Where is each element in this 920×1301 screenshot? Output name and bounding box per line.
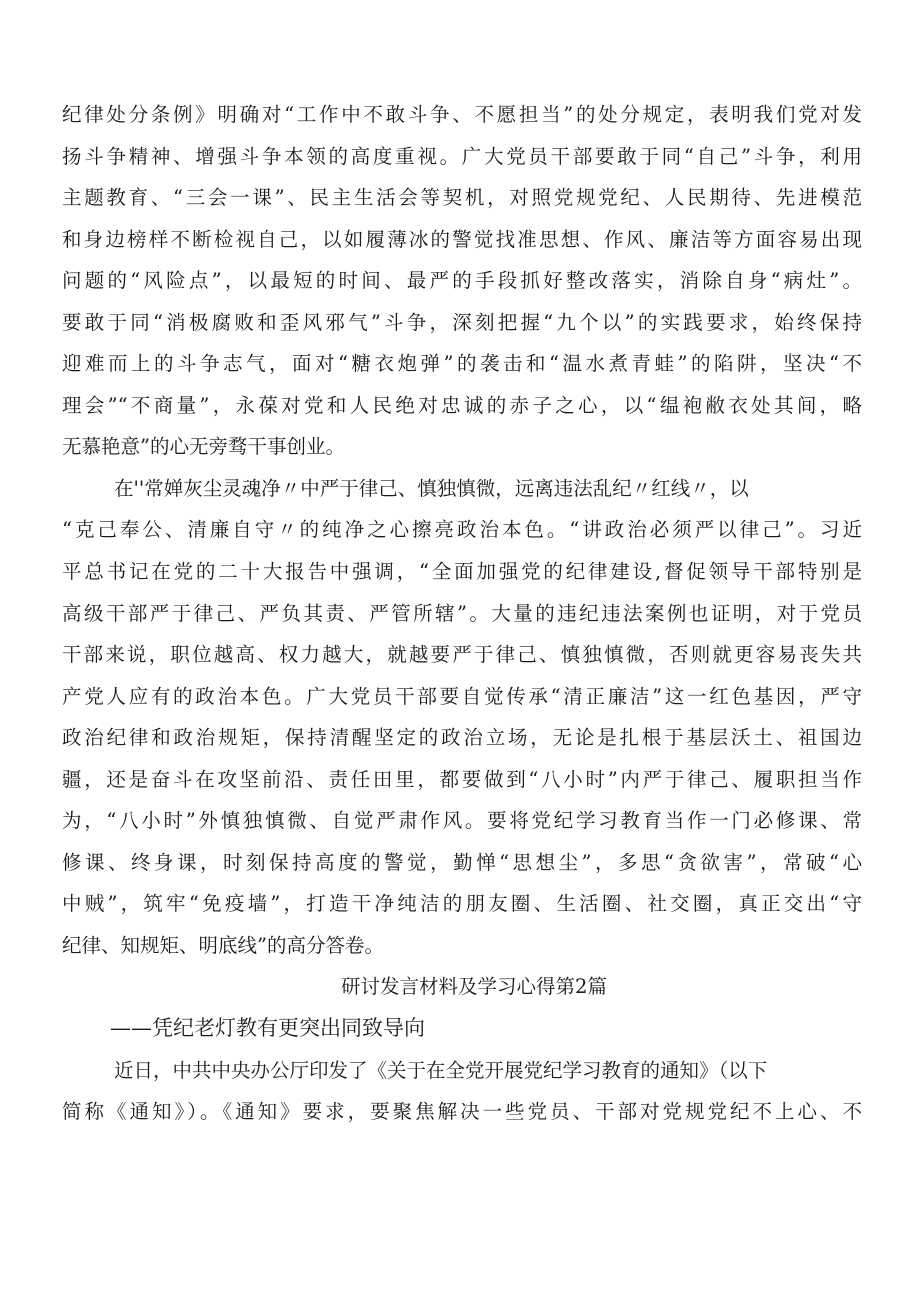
- text-line: 疆，还是奋斗在攻坚前沿、责任田里，都要做到“八小时”内严于律己、履职担当作: [62, 767, 862, 791]
- text-line: 要敢于同“消极腐败和歪风邪气”斗争，深刻把握“九个以”的实践要求，始终保持: [62, 310, 862, 334]
- text-line: 扬斗争精神、增强斗争本领的高度重视。广大党员干部要敢于同“自己”斗争，利用: [62, 144, 862, 168]
- text-line: 近日，中共中央办公厅印发了《关于在全党开展党纪学习教育的通知》（以下: [114, 1058, 768, 1082]
- text-line: 和身边榜样不断检视自己，以如履薄冰的警觉找准思想、作风、廉洁等方面容易出现: [62, 227, 862, 251]
- text-line: 平总书记在党的二十大报告中强调，“全面加强党的纪律建设,督促领导干部特别是: [62, 560, 862, 584]
- text-line: 政治纪律和政治规矩，保持清醒坚定的政治立场，无论是扎根于基层沃土、祖国边: [62, 726, 862, 750]
- text-line: 纪律、知规矩、明底线”的高分答卷。: [62, 933, 384, 957]
- text-line: 为，“八小时”外慎独慎微、自觉严肃作风。要将党纪学习教育当作一门必修课、常: [62, 809, 862, 833]
- text-line: 在''常婵灰尘灵魂净〃中严于律己、慎独慎微，远离违法乱纪〃红线〃，以: [114, 476, 749, 500]
- text-line: 高级干部严于律己、严负其责、严管所辖”。大量的违纪违法案例也证明，对于党员: [62, 601, 862, 625]
- text-line: 简称《通知》）。《通知》要求，要聚焦解决一些党员、干部对党规党纪不上心、不: [62, 1100, 862, 1124]
- section-heading: 研讨发言材料及学习心得第2篇: [341, 975, 607, 999]
- text-line: 修课、终身课，时刻保持高度的警觉，勤惮“思想尘”，多思“贪欲害”，常破“心: [62, 850, 862, 874]
- text-line: 无慕艳意”的心无旁骛干事创业。: [62, 435, 345, 459]
- text-line: 理会”“不商量”，永葆对党和人民绝对忠诚的赤子之心，以“缊袍敝衣处其间，略: [62, 393, 862, 417]
- text-line: 问题的“风险点”，以最短的时间、最严的手段抓好整改落实，消除自身“病灶”。: [62, 269, 862, 293]
- text-line: 干部来说，职位越高、权力越大，就越要严于律己、慎独慎微，否则就更容易丧失共: [62, 643, 862, 667]
- text-line: 产党人应有的政治本色。广大党员干部要自觉传承“清正廉洁”这一红色基因，严守: [62, 684, 862, 708]
- document-body: [62, 94, 862, 1133]
- text-line: 迎难而上的斗争志气，面对“糖衣炮弹”的袭击和“温水煮青蛙”的陷阱，坚决“不: [62, 352, 862, 376]
- text-line: “克己奉公、清廉自守〃的纯净之心擦亮政治本色。“讲政治必须严以律己”。习近: [62, 518, 862, 542]
- text-line: 纪律处分条例》明确对“工作中不敢斗争、不愿担当”的处分规定，表明我们党对发: [62, 103, 862, 126]
- text-line: 主题教育、“三会一课”、民主生活会等契机，对照党规党纪、人民期待、先进模范: [62, 186, 862, 210]
- text-line: 中贼”，筑牢“免疫墙”，打造干净纯洁的朋友圈、生活圈、社交圈，真正交出“守: [62, 892, 862, 916]
- section-subtitle: ——凭纪老灯教有更突出同致导向: [110, 1016, 425, 1041]
